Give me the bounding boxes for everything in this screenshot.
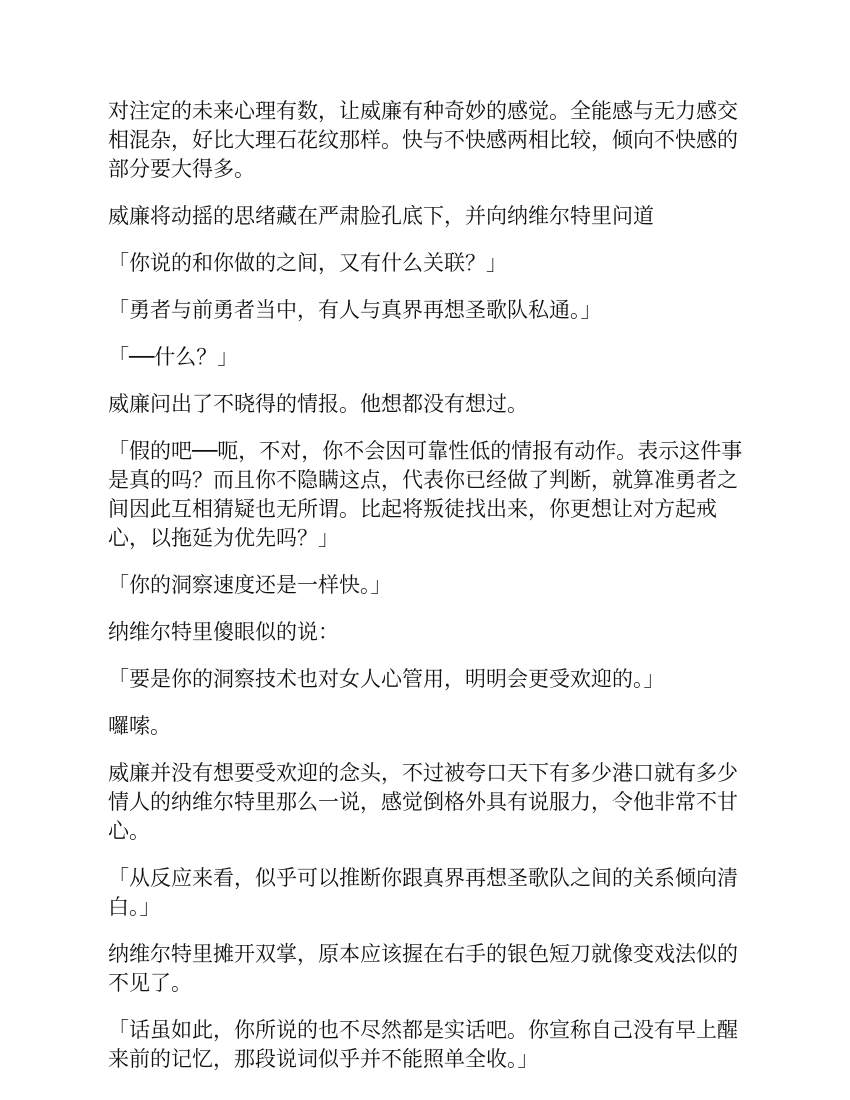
paragraph: 「勇者与前勇者当中，有人与真界再想圣歌队私通。」 xyxy=(108,298,602,322)
paragraph: 威廉并没有想要受欢迎的念头，不过被夸口天下有多少港口就有多少情人的纳维尔特里那么一说，感觉倒格外具有说服力，令他非常不甘心。 xyxy=(108,761,738,843)
paragraph: 对注定的未来心理有数，让威廉有种奇妙的感觉。全能感与无力感交相混杂，好比大理石花纹那样。快与不快感两相比较，倾向不快感的部分要大得多。 xyxy=(108,99,738,181)
paragraph: 「你说的和你做的之间，又有什么关联？」 xyxy=(108,251,507,275)
paragraph: 威廉问出了不晓得的情报。他想都没有想过。 xyxy=(108,392,528,416)
paragraph: 「要是你的洞察技术也对女人心管用，明明会更受欢迎的。」 xyxy=(108,667,665,691)
paragraph: 「──什么？」 xyxy=(108,345,239,369)
paragraph: 「假的吧──呃，不对，你不会因可靠性低的情报有动作。表示这件事是真的吗？而且你不隐瞒这点，代表你已经做了判断，就算准勇者之间因此互相猜疑也无所谓。比起将叛徒找出来，你更想让对方起戒心，以拖延为优先吗？」 xyxy=(108,439,743,550)
paragraph: 纳维尔特里摊开双掌，原本应该握在右手的银色短刀就像变戏法似的不见了。 xyxy=(108,942,738,995)
paragraph: 「你的洞察速度还是一样快。」 xyxy=(108,573,392,597)
paragraph: 「从反应来看，似乎可以推断你跟真界再想圣歌队之间的关系倾向清白。」 xyxy=(108,866,738,919)
document-body xyxy=(108,97,748,1092)
paragraph: 纳维尔特里傻眼似的说： xyxy=(108,620,339,644)
paragraph: 囉嗦。 xyxy=(108,714,171,738)
paragraph: 「话虽如此，你所说的也不尽然都是实话吧。你宣称自己没有早上醒来前的记忆，那段说词似乎并不能照单全收。」 xyxy=(108,1018,738,1071)
paragraph: 威廉将动摇的思绪藏在严肃脸孔底下，并向纳维尔特里问道 xyxy=(108,204,654,228)
